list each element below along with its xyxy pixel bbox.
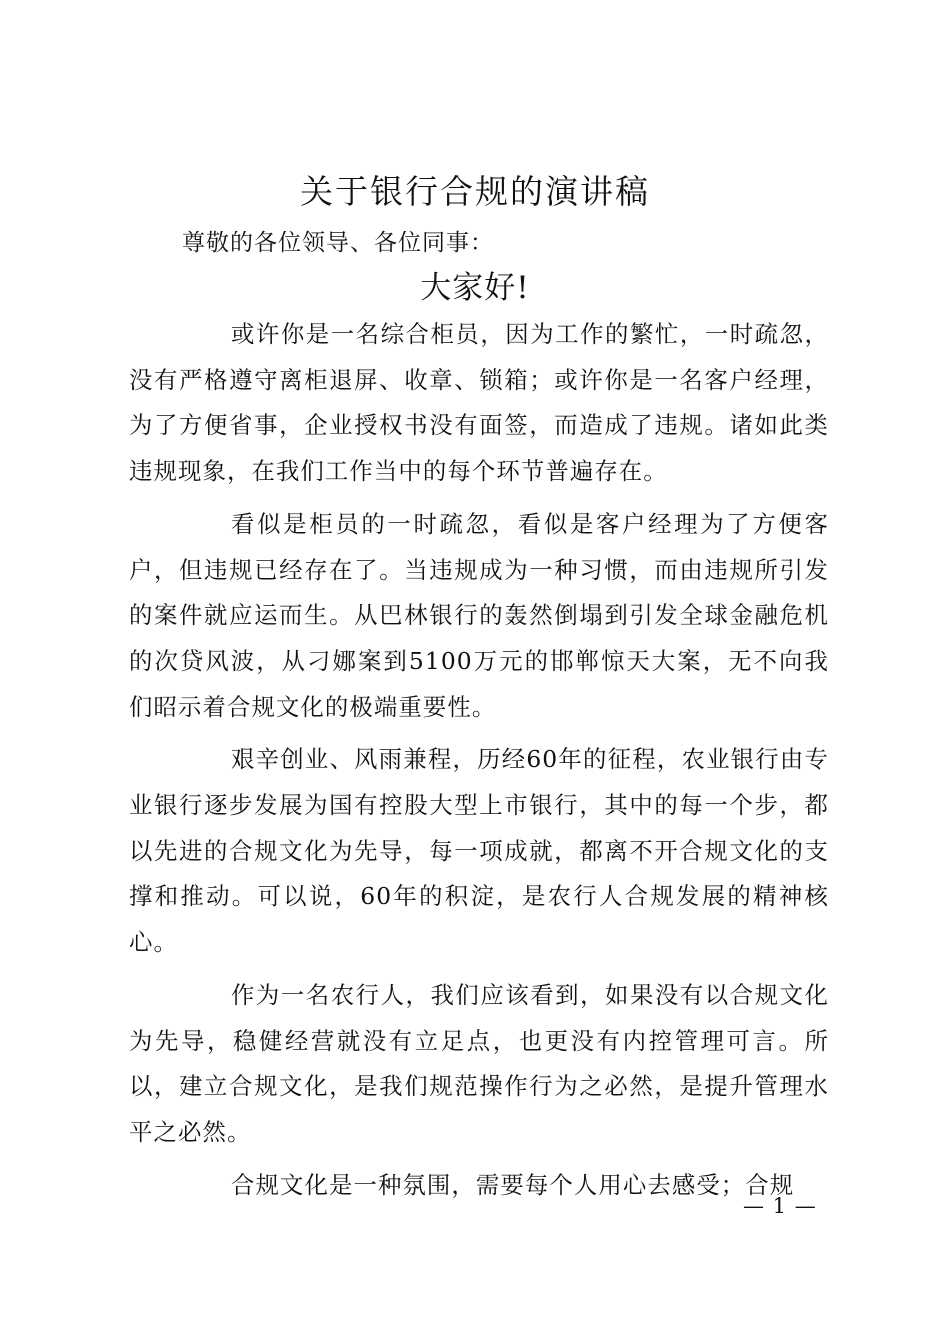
paragraph-4: 作为一名农行人，我们应该看到，如果没有以合规文化为先导，稳健经营就没有立足点，也更没有内控管理可言。所以，建立合规文化，是我们规范操作行为之必然，是提升管理水平之必然。 (129, 980, 829, 1146)
paragraph-2: 看似是柜员的一时疏忽，看似是客户经理为了方便客户，但违规已经存在了。当违规成为一种习惯，而由违规所引发的案件就应运而生。从巴林银行的轰然倒塌到引发全球金融危机的次贷风波，从刁娜案到5100万元的邯郸惊天大案，无不向我们昭示着合规文化的极端重要性。 (129, 509, 829, 721)
greeting: 大家好! (420, 270, 530, 306)
page-number: — 1 — (743, 1194, 817, 1218)
paragraph-3: 艰辛创业、风雨兼程，历经60年的征程，农业银行由专业银行逐步发展为国有控股大型上市银行，其中的每一个步，都以先进的合规文化为先导，每一项成就，都离不开合规文化的支撑和推动。可以说，60年的积淀，是农行人合规发展的精神核心。 (129, 745, 829, 957)
paragraph-1: 或许你是一名综合柜员，因为工作的繁忙，一时疏忽，没有严格遵守离柜退屏、收章、锁箱；或许你是一名客户经理，为了方便省事，企业授权书没有面签，而造成了违规。诸如此类违规现象，在我们工作当中的每个环节普遍存在。 (129, 320, 829, 486)
salutation: 尊敬的各位领导、各位同事： (182, 230, 494, 256)
paragraph-5: 合规文化是一种氛围，需要每个人用心去感受；合规 (231, 1170, 795, 1199)
body-text (129, 312, 829, 1215)
document-title: 关于银行合规的演讲稿 (300, 172, 650, 211)
